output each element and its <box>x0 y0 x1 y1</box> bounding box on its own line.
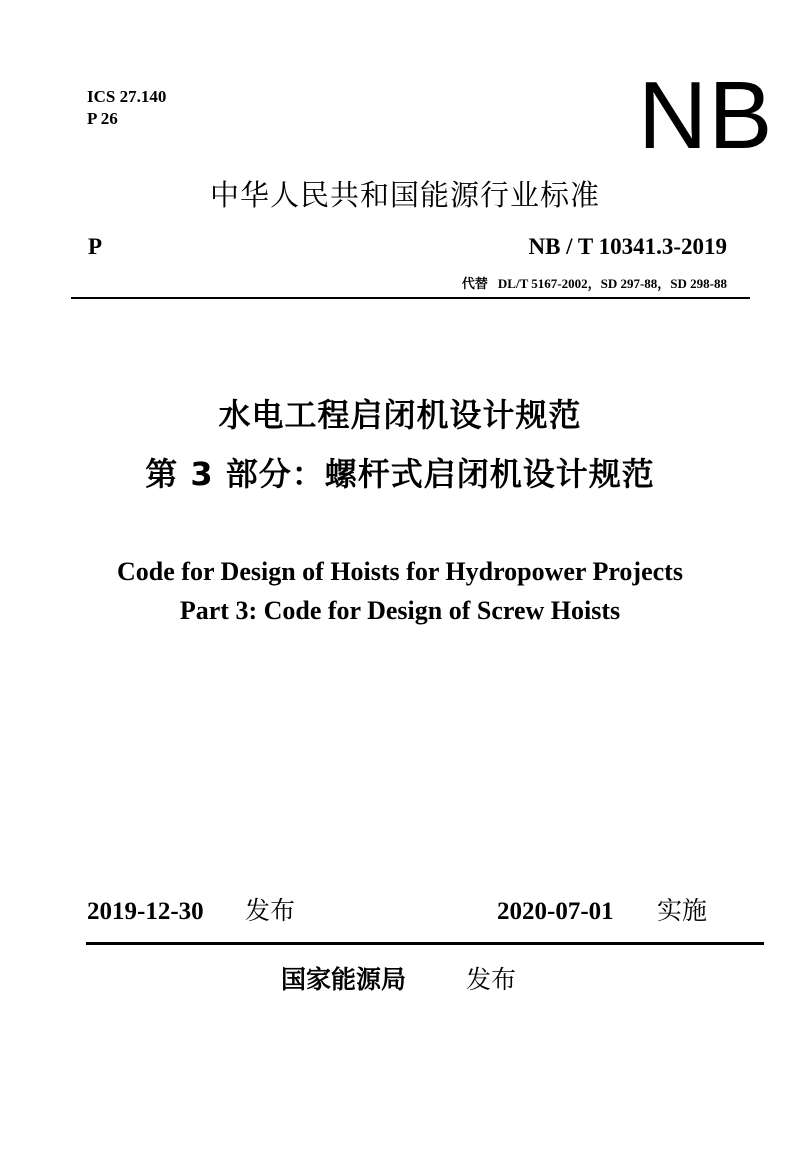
footer-divider <box>86 942 764 945</box>
title-en-line1: Code for Design of Hoists for Hydropower Projects <box>117 557 683 586</box>
issuer-action: 发布 <box>466 965 517 994</box>
standard-category: 中华人民共和国能源行业标准 <box>209 178 600 212</box>
replaces-line <box>462 275 727 294</box>
issue-date: 2019-12-30 <box>87 898 204 925</box>
ccs-code: P 26 <box>87 109 118 128</box>
implement-date: 2020-07-01 <box>497 898 614 925</box>
class-letter: P <box>88 234 103 259</box>
title-en-line2: Part 3: Code for Design of Screw Hoists <box>179 596 621 625</box>
standard-number: NB / T 10341.3-2019 <box>528 234 727 259</box>
issue-label: 发布 <box>245 896 296 925</box>
ics-code: ICS 27.140 <box>87 87 167 106</box>
issuer: 国家能源局 <box>281 965 407 994</box>
nb-logo: NB <box>638 62 774 169</box>
replaces-value: DL/T 5167-2002，SD 297-88，SD 298-88 <box>497 276 727 291</box>
title-cn-line2: 第 3 部分：螺杆式启闭机设计规范 <box>145 455 655 493</box>
title-cn-line1: 水电工程启闭机设计规范 <box>218 396 582 434</box>
implement-label: 实施 <box>657 896 708 925</box>
header-divider <box>71 297 750 299</box>
replaces-label: 代替 <box>461 277 488 292</box>
classification-codes <box>87 86 166 130</box>
